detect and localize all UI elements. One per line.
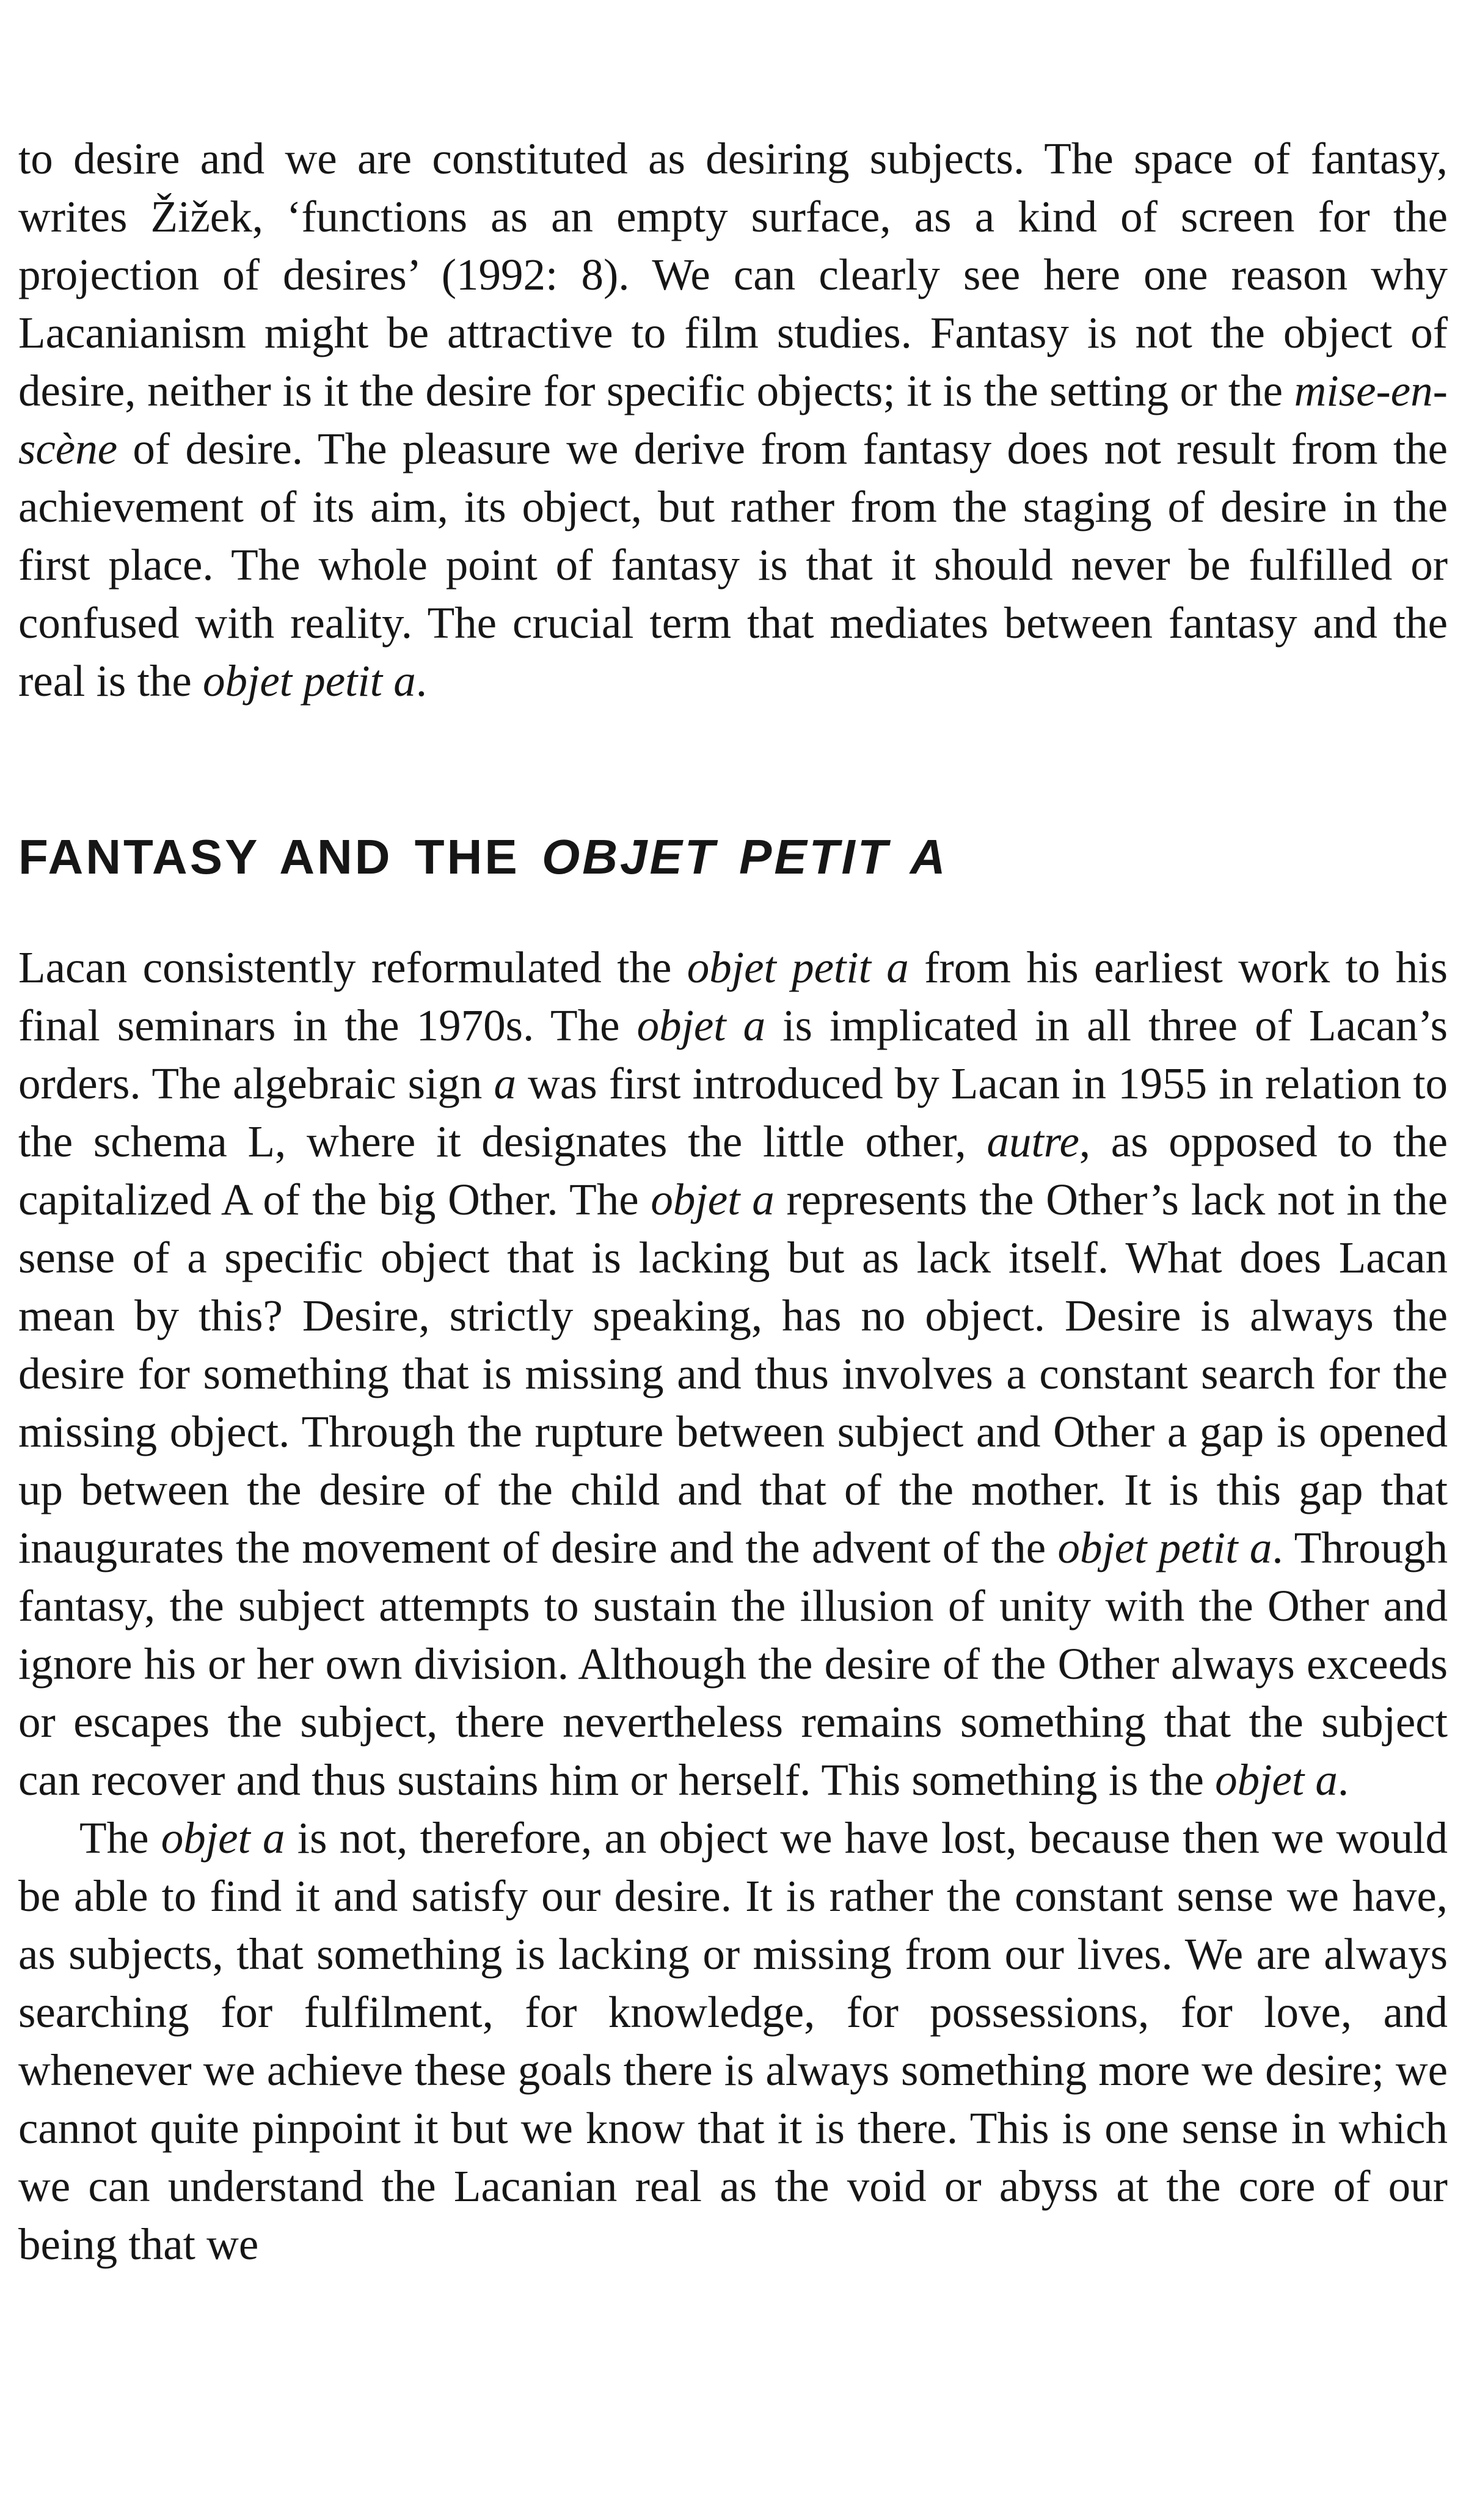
text-run: is not, therefore, an object we have lost, because then we would be able to find it and satisfy our desire. It is rather the constant sense we have, as subjects, that something is lacking or missing from our lives. We are always searching for fulfilment, for knowledge, for possessions, for love, and whenever we achieve these goals there is always something more we desire; we cannot quite pinpoint it but we know that it is there. This is one sense in which we can understand the Lacanian real as the void or abyss at the core of our being that we xyxy=(18,1813,1448,2269)
text-run: represents the Other’s lack not in the sense of a specific object that is lacking but as lack itself. What does Lacan mean by this? Desire, strictly speaking, has no object. Desire is always the desire for something that is missing and thus involves a constant search for the missing object. Through the rupture between subject and Other a gap is opened up between the desire of the child and that of the mother. It is this gap that inaugurates the movement of desire and the advent of the xyxy=(18,1175,1448,1572)
text-run-italic: OBJET PETIT A xyxy=(542,830,948,884)
text-run: Lacan consistently reformulated the xyxy=(18,943,687,992)
text-run: is implicated in all three of Lacan’s orders. The algebraic sign xyxy=(18,1001,1448,1108)
section-heading xyxy=(18,830,1448,885)
text-run: to desire and we are constituted as desiring subjects. The space of fantasy, writes Žižek, ‘functions as an empty surface, as a kind of screen for the projection of desires’ (1992: 8). We can clearly see here one reason why Lacanianism might be attractive to film studies. Fantasy is not the object of desire, neither is it the desire for specific objects; it is the setting or the xyxy=(18,134,1448,415)
text-run-italic: objet petit a xyxy=(1057,1523,1272,1572)
text-run: FANTASY AND THE xyxy=(18,830,542,884)
text-run: was first introduced by Lacan in 1955 in relation to the schema L, where it designates the little other, xyxy=(18,1059,1448,1166)
text-run-italic: objet a xyxy=(161,1813,285,1863)
text-run: . Through fantasy, the subject attempts to sustain the illusion of unity with the Other and ignore his or her own division. Although the desire of the Other always exceeds or escapes the subject, there nevertheless remains something that the subject can recover and thus sustains him or herself. This something is the xyxy=(18,1523,1448,1805)
text-run-italic: objet a xyxy=(1215,1755,1338,1805)
text-run-italic: objet a xyxy=(636,1001,766,1050)
text-run: . xyxy=(415,656,427,706)
text-run: from his earliest work to his final seminars in the 1970s. The xyxy=(18,943,1448,1050)
text-run: . xyxy=(1337,1755,1349,1805)
paragraph-objet-petit-a-intro xyxy=(18,938,1448,1809)
text-run: The xyxy=(79,1813,161,1863)
text-run-italic: objet a xyxy=(651,1175,775,1224)
text-run-italic: objet petit a xyxy=(203,656,416,706)
text-run: , as opposed to the capitalized A of the big Other. The xyxy=(18,1117,1448,1224)
paragraph-objet-a-explanation xyxy=(18,1809,1448,2273)
text-run: of desire. The pleasure we derive from fantasy does not result from the achievement of its aim, its object, but rather from the staging of desire in the first place. The whole point of fantasy is that it should never be fulfilled or confused with reality. The crucial term that mediates between fantasy and the real is the xyxy=(18,424,1448,706)
text-run-italic: a xyxy=(494,1059,516,1108)
paragraph-fantasy-continuation xyxy=(18,130,1448,710)
text-run-italic: objet petit a xyxy=(687,943,909,992)
text-run-italic: autre xyxy=(986,1117,1079,1166)
text-run-italic: mise-en-scène xyxy=(18,366,1448,473)
